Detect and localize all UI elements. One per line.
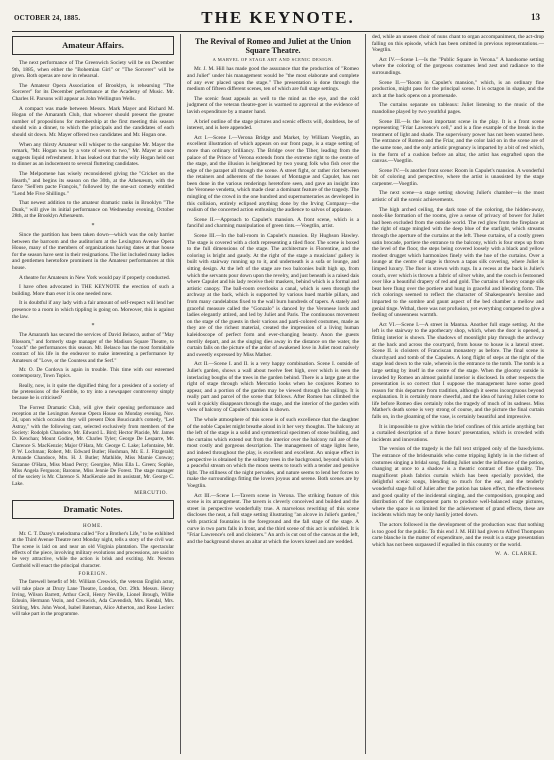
feature-continued-paragraphs xyxy=(372,34,544,548)
section-star: * xyxy=(91,223,95,230)
amateur-paragraphs xyxy=(12,60,174,220)
paragraph: The next scene—a stage setting showing Juliet's chamber—is the most artistic of all the scenic achievements. xyxy=(372,190,544,204)
signature-clarke: W. A. CLARKE. xyxy=(495,551,538,558)
paragraph: That newest addition to the amateur dramatic ranks in Brooklyn "The Dunk," will give its initial performance on Wednesday evening, October 28th, at the Brooklyn Athenæum. xyxy=(12,200,174,220)
paragraph: Mr. C. T. Dazey's melodrama called "For a Brother's Life," to be exhibited at the Third Avenue Theatre next Monday night, tells a story of the civil war. The scene is laid on and near an old Virginia plantation. The spectacular effects of the piece, involving military evolutions and processions, are said to be very attractive, while the action is brisk and exciting. Mr. Newton Gotthold will enact the principal character. xyxy=(12,531,174,569)
paragraph: The next performance of The Greenwich Society will be on December 9th, 1885, when either the "Bohemian Girl" or "The Sorcerer" will be given. Both operas are now in rehearsal. xyxy=(12,60,174,80)
paragraph: Act III.—Scene I.—Tavern scene in Verona. The striking feature of this scene is its arrangement. The tavern is cleverly conceived and builded and the street in perspective wonderfully true. A marvelous rewriting of this scene discloses the neat, a full stage setting illustrating "an alcove in Juliet's garden," with practical fountains in the foreground and the fall stage of the stage. A curve in two parts falls in front, and the third scene of this act is unfolded. It is "Friar Lawrence's cell and cloisters." An arch is cut out of the canvas at the left, and the background shows an altar at which the lovers kneel and are wedded. xyxy=(187,492,359,545)
paragraph: Act IV.—Scene I.—Is the "Public Square in Verona." A handsome setting where the coloring of the gorgeous costumes lend zest and radiance to the surroundings. xyxy=(372,56,544,76)
paragraph: Scene III.—Is the least important scene in the play. It is a front scene representing "Friar Lawrence's cell," and is a fine example of the break in the treatment of light and shade. The supervisory power has not been wanted here. The entrance of Romeo and the Friar, and the color laid on in the scene are of the same tone, and the only artistic pregnancy is imparted by a bit of red which, in the form of a cushion before an altar, the artist has engrafted upon the canvas.—Voegtlin. xyxy=(372,118,544,165)
masthead: THE KEYNOTE. xyxy=(201,8,355,27)
paragraph: The whole atmosphere of this scene is of such excellence that the daughter of the noble Capulet might breathe aloud in it her very thoughts. The balcony at the left of the stage is a solid and symmetrical specimen of stone building, and the curtains which extend out from the interior over the balcony rail are of the most costly and gorgeous description. The management of stage lights here, and indeed throughout the play, is excellent and excellent. An unique effect in perspective is obtained by the solitary trees in the background, beyond which is a peaceful stream on which the moon seems to touch with a tender and pensive light. The stillness of the night pervades, and nature seems to lend her forces to make the surroundings fitting the lovers joyous and serene. Both scenes are by Voegtlin. xyxy=(187,417,359,489)
dramatic-notes-heading: Dramatic Notes. xyxy=(12,500,174,519)
paragraph: The Forrest Dramatic Club, will give their opening performance and reception at the Lexington Avenue Opera House on Monday evening, Nov. 2d, upon which occasion they will present Dion Boucicault's comedy, "Led Astray," with the following cast, selected exclusively from members of the Society: Rodolph Chandoce, Mr. Edward L. Bird; Hector Placide, Mr. James D. Kenchan; Mount Godine, Mr. Charles Tyler; George De Lesparre, Mr. Clarence S. MacKenzie; Major O'Hara, Mr. George C. Lake; Lefontaine, Mr. P. W. Lochman; Robert, Mr. Edward Butler; Hushman, Mr. E. J. Fitzgerald; Armande Chandoce, Mrs. H. J. Butler; Mathilde, Miss Mamie Conway; Suzanne O'Hara, Miss Maud Perry; Georgine, Miss Ella L. Green; Sophie, Miss Angela Ferguson; Baronne, Miss Jennie De Forest. The stage manager of the society is Mr. Clarence S. MacKenzie and its assistant, Mr. George C. Lake. xyxy=(12,404,174,487)
column-middle xyxy=(180,34,365,754)
paragraph: Scene IV.—Is another front scene: Room in Capulet's mansion. A wonderful bit of coloring and perspective, where the artist is unassisted by the stage carpenter.—Voegtlin. xyxy=(372,167,544,187)
paragraph: Since the partition has been taken down—which was the only barrier between the barroom and the auditorium at the Lexington Avenue Opera House, many of the members of organizations having dates at that house for the season have sent in their resignations. The list included many ladies and gentlemen heretofore prominent in the Amateur performances at this house. xyxy=(12,232,174,272)
paragraph: The version of the tragedy is the full text stripped only of the bawdyisms. The entrance of the bridesmaids who come tripping lightly in in the richest of costumes singing a bridal song, finding Juliet under the influence of the potion, changing at once to a shadow is a theatric contrast of fine quality. The magnificent plush fabrics curtain which has been specially provided, the delightful scenic songs, blending so much for the ear, and the tenderly wonderful stage full of Juliet after the potion has taken effect, the effectiveness and good quality of the incidental singing, and the composition, grouping and distribution of the component parts to produce well-balanced stage pictures, where the space is so limited for the achievement of grand effects, these are incidents which may be only hastily jotted down. xyxy=(372,446,544,519)
paragraph: Mr. O. De Cordova is again in trouble. This time with our esteemed contemporary, Town Topics. xyxy=(12,366,174,380)
paragraph: It is impossible to give within the brief confines of this article anything but a curtailed description of a three hours' presentation, which is crowded with incidents and innovations. xyxy=(372,423,544,443)
amateur-paragraphs-2 xyxy=(12,232,174,320)
amateur-paragraphs-3 xyxy=(12,332,174,487)
columns xyxy=(12,34,544,754)
signature-mercutio: MERCUTIO. xyxy=(134,490,168,497)
paragraph: I have often advocated in THE KEYNOTE the erection of such a building. More than ever it is one needed now. xyxy=(12,284,174,297)
paragraph: When any thirsty Amateur will whisper to the sanguine Mr. Mayer the remark, "Mr. Hogan was by a vote of seven to two," Mr. Mayer at once suggests liquid refreshment. It has leaked out that the wily Hogan held out to dinner as an inducement to several fluttering candidates. xyxy=(12,141,174,168)
feature-paragraphs xyxy=(187,66,359,545)
paragraph: Really, now, is it quite the dignified thing for a president of a society of the pretensions of the Kemble, to try into a newspaper controversy simply because he is criticised? xyxy=(12,382,174,402)
paragraph: The Amaranth has secured the services of David Belasco, author of "May Blossom," and formerly stage manager of the Madison Square Theatre, to "coach" the performances this season. Mr. Belasco has the most formidable contract of his life in the endeavor to make interesting a performance by Amateurs of "Love, or the Countess and the Serf." xyxy=(12,332,174,364)
paragraph: Act VI.—Scene I.—A street in Mantua. Another full stage setting. At the left is the stairway to the apothecary shop, which, when the door is opened, a fitting interior is shown. The shadows of moonlight play through the archway at the back and across the courtyard, from house to house is a lateral street. Scene II. is cloisters of Franciscan monastery as before. The final scene is churchyard and tomb of the Capulets. A long flight of steps at the right of the stage lead down to the vale, wherein is the entrance to the tomb. The tomb is a large setting by itself in the centre of the stage. When the gloomy outside is invaded by Romeo an almost painful interior is disclosed. In other respects the presentation is so correct that I suppose the management have some good reason for this departure from tradition, although it seems incongruous beyond explanation. It is certainly more cheerful, and the idea of having Juliet come to life before Romeo dies certainly robs the tragedy of much of its sadness. Miss Mather's death scene is very strong of course, and the picture the final curtain falls on, in the gloaming of the vase, is certainly beautiful and impressive. xyxy=(372,321,544,421)
foreign-label: FOREIGN. xyxy=(78,572,108,578)
paragraph: Act I.—Scene I.—Verona Bridge and Market, by William Voegtlin, an excellent illustration of which appears on our front page, is a stage setting of more than ordinary brilliancy. The Bridge over the Tiber, leading from the palace of the Prince of Verona extends from the extreme right to the centre of the stage, and the illusion is heightened by two young folk who fish over the edge of the parapet all through the scene. A street fight, or rather riot between the retainers and adherents of the houses of Montague and Capulet, has not been done in the various renderings heretofore seen, and gave an insight into the Veronese vendetta, which made clear a dominant feature of the tragedy. The mingling of the crowd in the one hundred and supernumeraries as developed in this collision, entirely eclipsed anything done by the Irving Company—the realism of the concerted action enthusing the audience to salvos of applause. xyxy=(187,134,359,214)
header-rule xyxy=(12,31,544,32)
paragraph: The Amateur Opera Association of Brooklyn, is rehearsing "The Sorcerer" for its December performance at the Academy of Music. Mr. Charles H. Parsons will appear as John Wellington Wells. xyxy=(12,82,174,102)
feature-title: The Revival of Romeo and Juliet at the Union Square Theatre. xyxy=(195,37,351,56)
paragraph: It is doubtful if any lady with a fair amount of self-respect will lend her presence to a room in which tippling is going on. Moreover, this is against the law. xyxy=(12,300,174,320)
paragraph: A compact was made between Messrs. Mark Mayer and Richard M. Hogan of the Amaranth Club, that whoever should present the greater number of propositions for membership at the first meeting this season should win a dinner, to which the principals and the candidates of each should sit down. Mr. Mayer offered two candidates and Mr. Hogan one. xyxy=(12,105,174,138)
page-header xyxy=(12,8,544,30)
paragraph: Mr. J. M. Hill has made good the assurance that the production of "Romeo and Juliet" under his management would be "the most elaborate and complete of any ever placed upon the stage." The presentation is done through the medium of fifteen different scenes, ten of which are full stage settings. xyxy=(187,66,359,93)
paragraph: The Melpomene has wisely reconsidered giving the "Cricket on the Hearth," and begins its season on the 30th, at the Athenæum, with the farce "Sell'em pacte François," followed by the one-act comedy entitled "Lend Me Five Shillings." xyxy=(12,170,174,197)
paragraph: Scene II.—"Room in Capulet's mansion," which, is an ordinary fine production, might pass for the principal scene. It is octagon in shape, and the arch at the back opens on a promenade. xyxy=(372,79,544,99)
paragraph: Act II.—Scene I. and II. is a very happy combination. Scene I. outside of Juliet's garden, shows a wall about twelve feet high, over which is seen the interlacing boughs of the trees in the garden behind. There is a large gate at the right of stage through which Mercutio looks when he conjures Romeo to appear, and a portion of the garden may be viewed through the railings. It is really part and parcel of the scene that follows. After Romeo has climbed the wall it quickly disappears through the stage, and the interior of the garden with view of balcony of Capulet's mansion is shown. xyxy=(187,361,359,414)
paragraph: The scenic feast appeals as well to the mind as the eye, and the cold judgment of the veteran theatre-goer is warmed to approval at the evidence of lavish expenditure by a master hand. xyxy=(187,95,359,115)
feature-subtitle: A MARVEL OF STAGE ART AND SCENIC DESIGN. xyxy=(212,57,334,63)
section-star: * xyxy=(91,323,95,330)
foreign-paragraphs xyxy=(12,579,174,617)
paragraph: ded, while an unseen choir of nuns chant to organ accompaniment, the act-drop falling on this episode, which has been omitted in previous representations.—Voegtlin. xyxy=(372,34,544,54)
amateur-affairs-heading: Amateur Affairs. xyxy=(12,36,174,55)
dramatic-paragraphs xyxy=(12,531,174,569)
paragraph: A theatre for Amateurs in New York would pay if properly conducted. xyxy=(19,274,171,281)
paragraph: Scene II.—Approach to Capulet's mansion. A front scene, which is a fanciful and charming manipulation of green tints.—Voegtlin, artist. xyxy=(187,216,359,230)
paragraph: The farewell benefit of Mr. William Creswick, the veteran English actor, will take place at Drury Lane Theatre, London, Oct. 29th. Messrs. Henry Irving, Wilson Barrett, Arthur Cecil, Henry Neville, Lionel Brough, Willie Edouin, Hermann Vezin, and Creswick, Ada Cavendish, Mrs. Kendal, Mrs. Stirling, Mrs. John Wood, Isabel Bateman, Alice Atherton, and Rose Leclerc will take part in the programme. xyxy=(12,579,174,617)
home-label: HOME. xyxy=(83,524,103,530)
page-number: 13 xyxy=(531,12,540,22)
column-left xyxy=(12,34,180,754)
paragraph: A brief outline of the stage pictures and scenic effects will, doubtless, be of interest, and is here appended. xyxy=(187,118,359,132)
paragraph: The curtains separate on tableaux: Juliet listening to the music of the mandoline played by two youthful pages. xyxy=(372,102,544,115)
column-right xyxy=(365,34,544,754)
paragraph: The high arched ceiling, the dark tone of the coloring, the hidden-away, nook-like formation of the rooms, give a sense of privacy of bower for Juliet had been excluded from the outside world. The red glow from the fireplace at the right of stage mingled with the deep blue of the starlight, which streams through the aperture of the curtains at the left. These curtains, of a costly green satin brocade, portiere the entrance to the balcony, which is four steps up from the level of the floor, the steps being covered loosely with a black and yellow modest drugget which harmonizes finely with the hue of the curtains. Over a lounge at the centre of stage is thrown a tapas silk covering, where Juliet is limped luxury. The floor is strewn with rugs. In a recess at the back is Juliet's couch, over which is thrown a fabric of silver white, and the couch is festooned over like a beautiful drapery of red and gold. The curtains of heavy orange silk beat here flung over the portiere and hung in graceful and blending form. The rich colorings seemed to reflect the character of Shakespeare's heroine and imparted to the sombre and gaunt aspect of the bed chamber a mellow and genial tinge. Withal, there was not profusion, yet everything competed to give a feeling of unseenness warmth. xyxy=(372,206,544,319)
paragraph: Scene III.—In the ball-room in Capulet's mansion. By Hughson Hawley. The stage is covered with a cloth representing a tiled floor. The scene is boxed to the full dimensions of the stage. The architecture is Florentine, and the coloring is bright and gaudy. At the right of the stage a musicians' gallery is built with stairway running up to it, and underneath is a sofa or lounge, and sitting design. At the left of the stage are two balconies built high up, from which the servants pour down upon the revelry, and just beneath is a raised dais where Capulet and his lady receive their maskers, behind which is a formal and artistic canopy. The ball-room overlooks a canal, which is seen through the archway at the back, which is supported by various hued marble pillars, and from many candelabras fixed to the wall burn hundreds of tapers. A stately and graceful measure called the "Gonzalo" is danced by the Veronese lords and ladies elegantly attired, and led by Juliet and Paris. The continuous movement on the stage of the guests in their various and parti-colored costumes, made as they are of the richest material, created the impression of a living human kaleidoscope of perfect form and ever-changing beauty. Anon the guests merrily depart, and as the singing dies away in the distance on the water, the curtain falls on the picture of the ardor of awakened love in Juliet most naively and sweetly expressed by Miss Mather. xyxy=(187,233,359,358)
issue-date: OCTOBER 24, 1885. xyxy=(14,14,81,22)
paragraph: The actors followed in the development of the production was: that nothing is too good for the public. To this end J. M. Hill had given to Alfred Thompson carte blanche in the matter of expenditure, and the result is a stage presentation which has not been surpassed if equalled in this country or the world. xyxy=(372,521,544,548)
